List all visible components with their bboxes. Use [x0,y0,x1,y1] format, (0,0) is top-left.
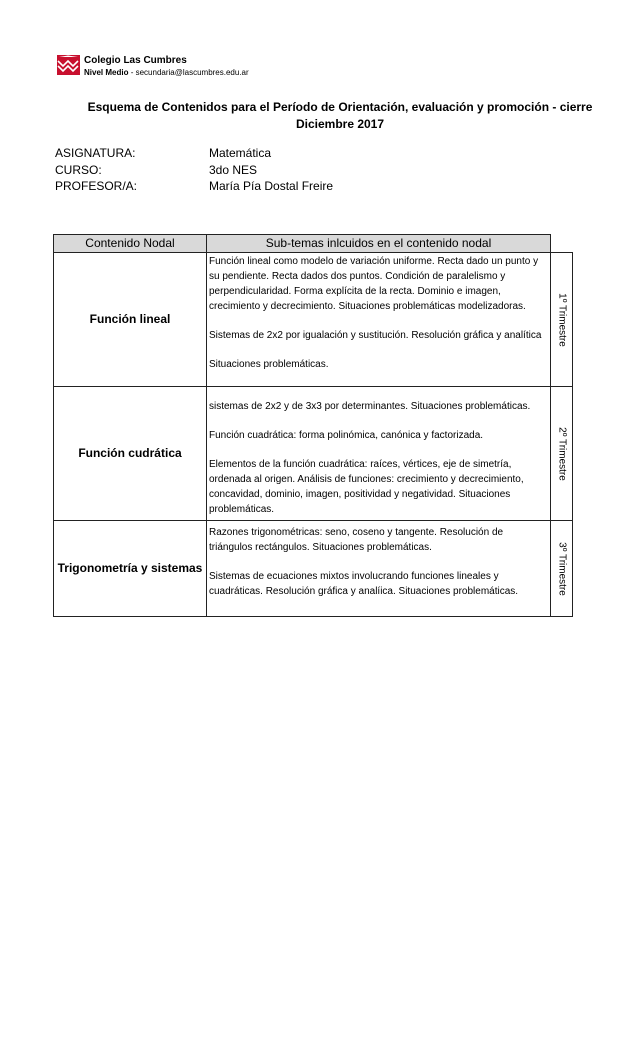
document-title [40,99,638,133]
header-empty [551,235,573,253]
table-header-row [54,235,573,253]
subtema-text: Función lineal como modelo de variación uniforme. Recta dado un punto y su pendiente. Recta dados dos puntos. Condición de paralelismo y perpendicularidad. Forma explícita de la recta. Dominio e imagen, crecimiento y decrecimiento. Situaciones problemáticas modelizadoras. [209,256,539,312]
table-row [54,521,573,617]
subtema-text: Razones trigonométricas: seno, coseno y tangente. Resolución de triángulos rectángulos. Situaciones problemáticas. [209,527,504,553]
subtema-text: Elementos de la función cuadrática: raíces, vértices, eje de simetría, ordenada al origen. Análisis de funciones: crecimiento y decrecimiento, concavidad, dominio, imagen, positividad y negatividad. Situaciones problemáticas. [209,459,524,515]
trimestre-label: 1º Trimestre [556,292,567,347]
header-subtemas: Sub-temas inlcuidos en el contenido nodal [207,235,551,253]
info-row-profesor [55,178,333,195]
info-value: Matemática [209,146,272,160]
nodal-cell: Trigonometría y sistemas [54,521,207,617]
info-value: María Pía Dostal Freire [209,179,334,193]
header-contenido-nodal: Contenido Nodal [54,235,207,253]
info-key: CURSO: [55,162,102,177]
info-row-curso [55,162,333,179]
nodal-cell: Función cudrática [54,387,207,521]
title-line-1: Esquema de Contenidos para el Período de Orientación, evaluación y promoción - cierre [87,100,593,114]
info-value: 3do NES [209,162,258,177]
contents-table [53,234,573,617]
subtema-text: sistemas de 2x2 y de 3x3 por determinantes. Situaciones problemáticas. [209,401,531,412]
table-row [54,253,573,387]
trimestre-cell [551,387,573,521]
table-row [54,387,573,521]
school-name: Colegio Las Cumbres [84,55,187,66]
subtema-text: Función cuadrática: forma polinómica, canónica y factorizada. [209,430,484,441]
school-level: Nivel Medio [84,68,129,77]
nodal-cell: Función lineal [54,253,207,387]
title-line-2: Diciembre 2017 [295,117,385,131]
info-row-asignatura [55,145,333,162]
subtemas-cell [207,253,551,387]
school-logo [57,55,80,75]
subtema-text: Sistemas de 2x2 por igualación y sustitución. Resolución gráfica y analítica [209,330,542,341]
school-subtitle [84,68,249,78]
trimestre-label: 3º Trimestre [556,541,567,596]
subtema-text: Sistemas de ecuaciones mixtos involucrando funciones lineales y cuadráticas. Resolución gráfica y analíica. Situaciones problemáticas. [209,571,519,597]
subtema-text: Situaciones problemáticas. [209,359,329,370]
info-key: PROFESOR/A: [55,179,138,193]
subtemas-cell [207,521,551,617]
info-key: ASIGNATURA: [55,146,136,160]
school-email[interactable]: secundaria@lascumbres.edu.ar [135,68,249,77]
subtemas-cell [207,387,551,521]
course-info [55,145,333,195]
trimestre-cell [551,521,573,617]
trimestre-label: 2º Trimestre [556,426,567,481]
trimestre-cell [551,253,573,387]
subtitle-separator: - [130,68,134,77]
